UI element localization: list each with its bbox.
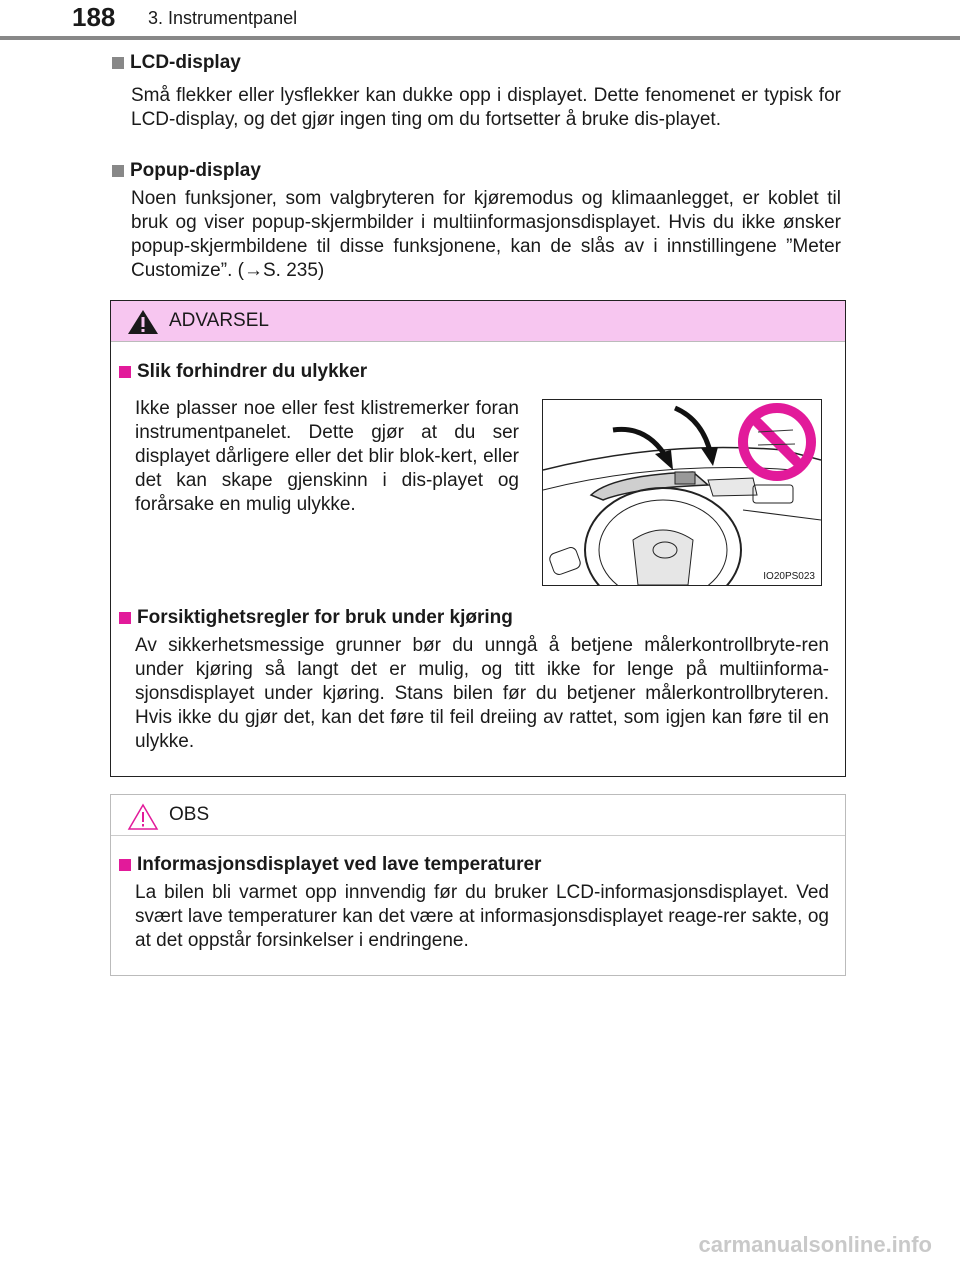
notice-item1-title-text: Informasjonsdisplayet ved lave temperaturer [137,854,542,875]
bullet-square-icon [119,612,131,624]
caution-triangle-outline-icon [127,803,159,831]
bullet-square-icon [119,366,131,378]
chapter-title: 3. Instrumentpanel [148,8,298,28]
section-popup-title-text: Popup-display [130,160,261,181]
bullet-square-icon [112,165,124,177]
page-reference-link[interactable]: S. 235) [262,260,325,281]
page-number: 188 [72,2,116,32]
section-popup-text [131,187,841,283]
notice-label: OBS [169,804,210,825]
popup-text-main: Noen funksjoner, som valgbryteren for kjøremodus og klimaanlegget, er koblet til bruk og viser popup-skjermbilder i multiinformasjonsdisplayet. Hvis du ikke ønsker popup-skjermbildene til disse funksjonene, kan de slås av i innstillingene ”Meter Customize”. ( [131,188,841,281]
warning-label: ADVARSEL [169,310,269,331]
warning-item2-text: Av sikkerhetsmessige grunner bør du unngå å betjene målerkontrollbryte-ren under kjøring så langt det er mulig, og titt ikke for lenge på multiinforma-sjonsdisplayet under kjøring. Stans bilen før du betjener målerkontrollbryteren. Hvis ikke du gjør det, kan det føre til feil dreiing av rattet, som igjen kan føre til en ulykke. [135,635,829,752]
bullet-square-icon [119,859,131,871]
no-entry-sign-icon [743,408,811,476]
section-lcd-title [112,52,241,74]
notice-box [110,794,846,976]
warning-triangle-icon [127,309,159,335]
illustration-code: IO20PS023 [763,571,815,582]
footer-watermark: carmanualsonline.info [698,1232,932,1257]
notice-item1-title [119,854,541,876]
page-header [0,0,960,40]
bullet-square-icon [112,57,124,69]
warning-item2-title [119,607,513,629]
notice-item1-text: La bilen bli varmet opp innvendig før du bruker LCD-informasjonsdisplayet. Ved svært lave temperaturer kan det være at informasjonsdisplayet reage-rer sakte, og at det oppstår forsinkelser i endringene. [135,882,829,951]
arrow-right-icon: → [243,260,263,281]
section-lcd-text: Små flekker eller lysflekker kan dukke opp i displayet. Dette fenomenet er typisk for LCD-display, og det gjør ingen ting om du fortsetter å bruke dis-playet. [131,85,841,130]
warning-item2-title-text: Forsiktighetsregler for bruk under kjøring [137,607,513,628]
header-rule [0,36,960,40]
section-lcd-title-text: LCD-display [130,52,241,73]
warning-item1-title-text: Slik forhindrer du ulykker [137,361,368,382]
warning-item1-text: Ikke plasser noe eller fest klistremerker foran instrumentpanelet. Dette gjør at du ser displayet dårligere eller det blir blok-kert, eller det kan skape gjenskinn i dis-playet og forårsake en mulig ulykke. [135,398,519,515]
section-popup-title [112,160,261,182]
dashboard-drawing [543,400,821,585]
dashboard-illustration [542,399,822,586]
warning-header [111,301,845,342]
warning-item1-title [119,361,367,383]
notice-header [111,795,845,836]
